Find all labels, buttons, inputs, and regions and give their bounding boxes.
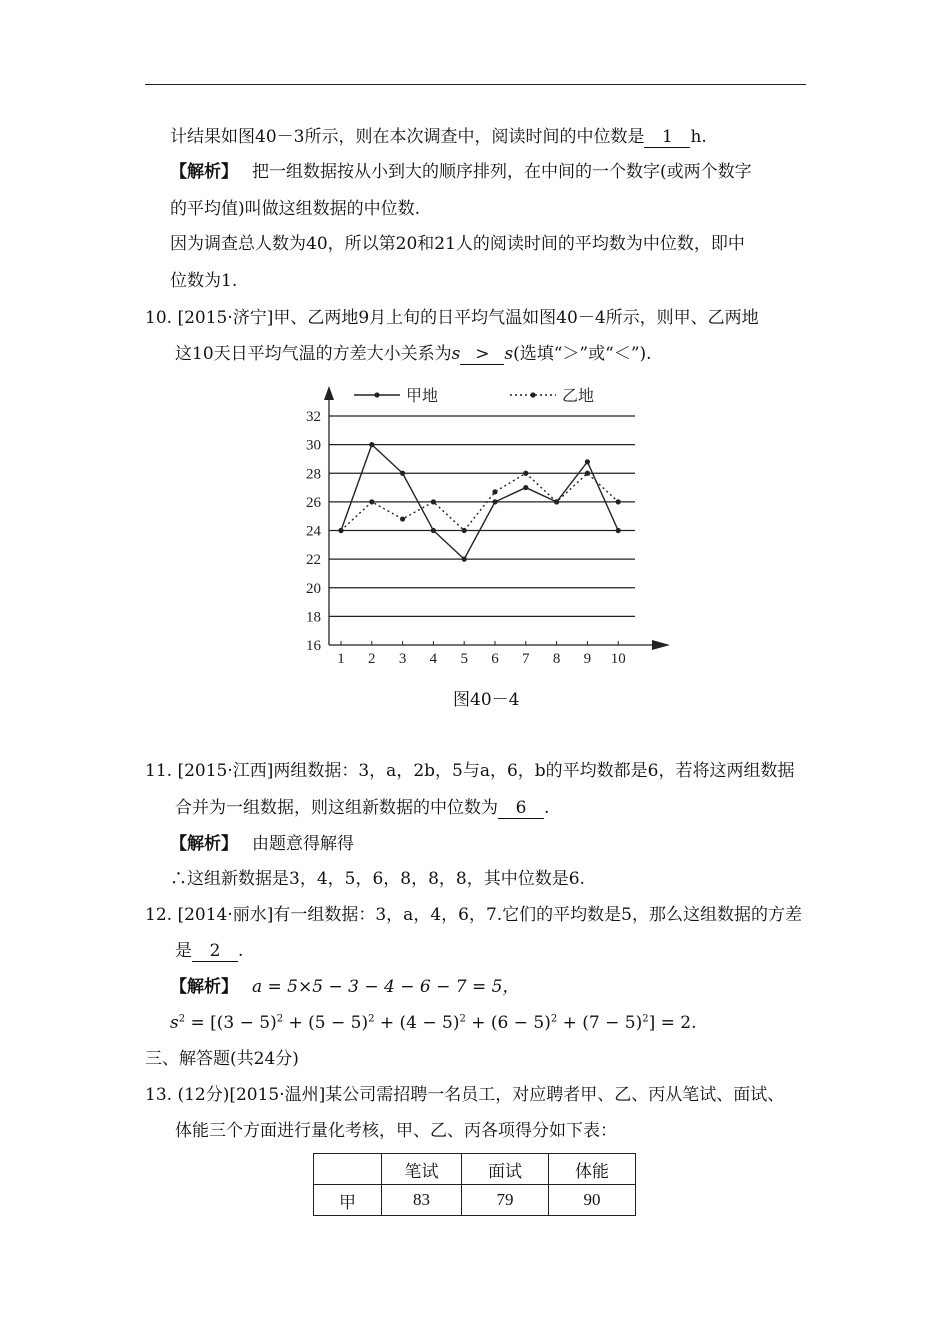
x-tick-label: 7 (522, 651, 530, 667)
y-tick-label: 16 (306, 638, 321, 654)
y-tick-label: 24 (306, 523, 321, 540)
data-point (554, 499, 559, 504)
table-cell: 79 (462, 1185, 549, 1216)
q9-solution-line2: 的平均值)叫做这组数据的中位数. (170, 199, 421, 219)
figure-caption: 图40－4 (453, 690, 520, 710)
y-axis-arrow (324, 386, 334, 400)
y-tick-label: 32 (306, 409, 321, 425)
data-point (616, 528, 621, 533)
q9-tail: 计结果如图40－3所示，则在本次调查中，阅读时间的中位数是 1 h. (170, 127, 707, 147)
q9-solution-line4: 位数为1. (170, 271, 238, 291)
q12-solution-line2: $s^2 = [(3 - 5)^2 + (5 - 5)^2 + (4 - 5)^2 + (6 - 5)^2 + (7 - 5)^2] = 2$. (170, 1013, 697, 1033)
y-tick-label: 18 (306, 609, 321, 626)
q13-line1: 13. (12分)[2015·温州]某公司需招聘一名员工，对应聘者甲、乙、丙从笔试、面试、 (145, 1085, 785, 1105)
data-point (462, 528, 467, 533)
legend-label: 甲地 (406, 386, 439, 405)
q11-line1: 11. [2015·江西]两组数据：3，a，2b，5与a，6，b的平均数都是6，若将这两组数据 (145, 761, 795, 781)
x-axis-arrow (652, 640, 670, 650)
temperature-line-chart (290, 378, 680, 668)
table-header-cell: 体能 (549, 1154, 636, 1185)
y-tick-label: 28 (306, 466, 321, 483)
q10-line2: 这10天日平均气温的方差大小关系为s > s(选填“＞”或“＜”). (175, 344, 652, 364)
table-cell: 甲 (314, 1185, 382, 1216)
q11-solution-line2: ∴这组新数据是3，4，5，6，8，8，8，其中位数是6. (170, 869, 585, 889)
y-tick-label: 22 (306, 552, 321, 569)
q9-solution-line3: 因为调查总人数为40，所以第20和21人的阅读时间的平均数为中位数，即中 (170, 234, 745, 254)
data-point (523, 485, 528, 490)
data-point (492, 489, 497, 494)
table-header-cell (314, 1154, 382, 1185)
x-tick-label: 1 (337, 651, 345, 667)
table-header-cell: 面试 (462, 1154, 549, 1185)
x-tick-label: 2 (368, 651, 376, 667)
x-tick-label: 4 (429, 651, 438, 667)
q9-solution-line1: 【解析】 把一组数据按从小到大的顺序排列，在中间的一个数字(或两个数字 (170, 162, 752, 182)
x-tick-label: 8 (552, 651, 561, 667)
legend-marker (530, 392, 535, 397)
q11-solution-line1: 【解析】 由题意得解得 (170, 834, 354, 854)
q10-line1: 10. [2015·济宁]甲、乙两地9月上旬的日平均气温如图40－4所示，则甲、乙两地 (145, 308, 759, 328)
table-header-cell: 笔试 (382, 1154, 462, 1185)
y-tick-label: 30 (306, 437, 321, 454)
y-tick-label: 20 (306, 580, 321, 597)
legend-marker (374, 392, 379, 397)
q11-line2: 合并为一组数据，则这组新数据的中位数为 6 . (175, 798, 550, 818)
data-point (431, 499, 436, 504)
data-point (585, 471, 590, 476)
q12-solution-line1: 【解析】 a = 5×5 − 3 − 4 − 6 − 7 = 5， (170, 977, 520, 997)
score-table (313, 1153, 636, 1216)
data-point (585, 459, 590, 464)
q12-line2: 是 2 . (175, 941, 244, 961)
table-cell: 83 (382, 1185, 462, 1216)
data-point (369, 499, 374, 504)
q12-line1: 12. [2014·丽水]有一组数据：3，a，4，6，7.它们的平均数是5，那么这组数据的方差 (145, 905, 802, 925)
x-tick-label: 9 (583, 651, 592, 667)
data-point (462, 557, 467, 562)
data-point (431, 528, 436, 533)
q13-line2: 体能三个方面进行量化考核，甲、乙、丙各项得分如下表： (175, 1121, 617, 1141)
x-tick-label: 3 (398, 651, 407, 667)
data-point (400, 471, 405, 476)
table-cell: 90 (549, 1185, 636, 1216)
table-row (314, 1185, 636, 1216)
x-tick-label: 6 (491, 651, 499, 667)
header-rule (145, 84, 806, 85)
data-point (369, 442, 374, 447)
data-point (616, 499, 621, 504)
x-tick-label: 5 (460, 651, 468, 667)
data-point (523, 471, 528, 476)
data-point (400, 516, 405, 521)
data-point (492, 499, 497, 504)
legend-label: 乙地 (562, 386, 595, 405)
data-point (338, 528, 343, 533)
x-tick-label: 10 (610, 651, 626, 667)
y-tick-label: 26 (306, 494, 321, 511)
table-header-row (314, 1154, 636, 1185)
section-3-heading: 三、解答题(共24分) (145, 1049, 299, 1069)
